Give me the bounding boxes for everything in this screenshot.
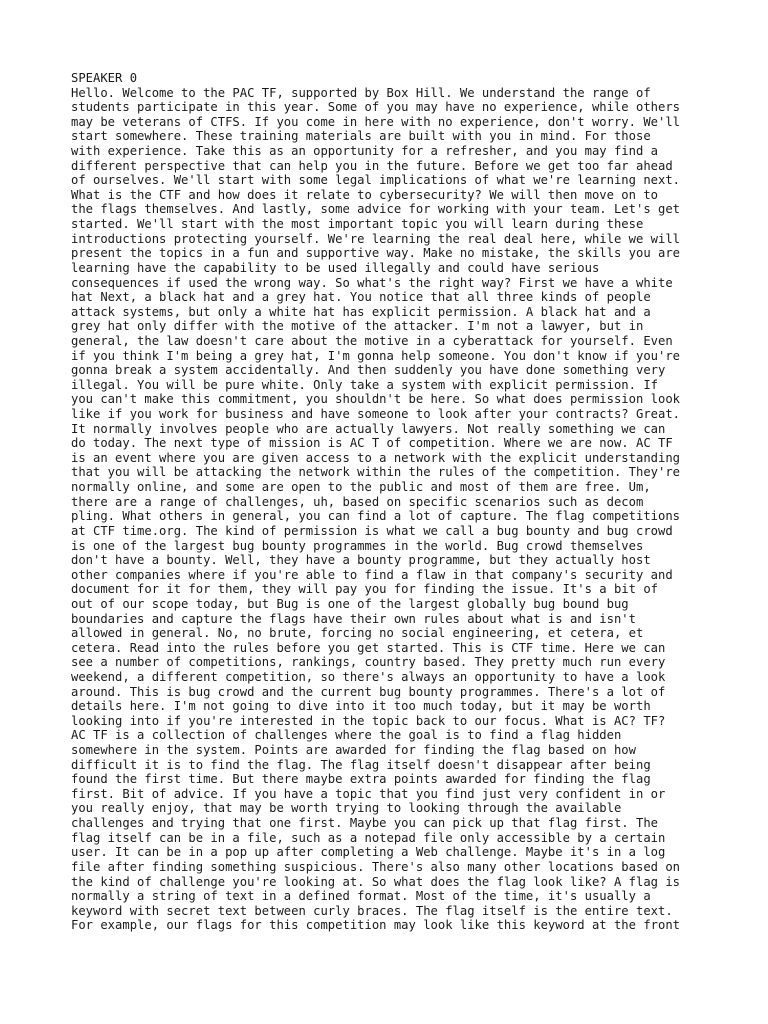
transcript-line: students participate in this year. Some of you may have no experience, while others — [71, 100, 681, 115]
transcript-line: Hello. Welcome to the PAC TF, supported by Box Hill. We understand the range of — [71, 85, 651, 100]
transcript-line: the kind of challenge you're looking at. So what does the flag look like? A flag is — [71, 874, 681, 889]
transcript-line: consequences if used the wrong way. So what's the right way? First we have a white — [71, 275, 673, 290]
transcript-line: challenges and trying that one first. Maybe you can pick up that flag first. The — [71, 816, 658, 831]
transcript-line: see a number of competitions, rankings, country based. They pretty much run every — [71, 655, 666, 670]
transcript-line: details here. I'm not going to dive into it too much today, but it may be worth — [71, 699, 651, 714]
transcript-line: you really enjoy, that may be worth trying to looking through the available — [71, 801, 622, 816]
transcript-line: allowed in general. No, no brute, forcing no social engineering, et cetera, et — [71, 626, 644, 641]
transcript-line: first. Bit of advice. If you have a topic that you find just very confident in or — [71, 786, 666, 801]
transcript-line: AC TF is a collection of challenges where the goal is to find a flag hidden — [71, 728, 622, 743]
transcript-line: the flags themselves. And lastly, some advice for working with your team. Let's get — [71, 202, 681, 217]
transcript-line: found the first time. But there maybe extra points awarded for finding the flag — [71, 772, 651, 787]
transcript-line: cetera. Read into the rules before you get started. This is CTF time. Here we can — [71, 640, 666, 655]
transcript-line: don't have a bounty. Well, they have a bounty programme, but they actually host — [71, 553, 651, 568]
transcript-line: around. This is bug crowd and the current bug bounty programmes. There's a lot of — [71, 684, 666, 699]
transcript-line: start somewhere. These training materials are built with you in mind. For those — [71, 129, 651, 144]
transcript-line: normally a string of text in a defined format. Most of the time, it's usually a — [71, 889, 651, 904]
transcript-line: It normally involves people who are actually lawyers. Not really something we can — [71, 421, 666, 436]
transcript-line: introductions protecting yourself. We're learning the real deal here, while we will — [71, 231, 681, 246]
speaker-label: SPEAKER 0 — [71, 71, 138, 85]
transcript-line: keyword with secret text between curly braces. The flag itself is the entire text. — [71, 903, 673, 918]
transcript-line: normally online, and some are open to the public and most of them are free. Um, — [71, 480, 651, 495]
transcript-line: like if you work for business and have someone to look after your contracts? Great. — [71, 407, 681, 422]
transcript-line: somewhere in the system. Points are awarded for finding the flag based on how — [71, 743, 636, 758]
transcript-line: at CTF time.org. The kind of permission is what we call a bug bounty and bug crowd — [71, 523, 673, 538]
transcript-page — [71, 71, 711, 933]
transcript-line: boundaries and capture the flags have their own rules about what is and isn't — [71, 611, 636, 626]
transcript-line: other companies where if you're able to find a flaw in that company's security and — [71, 567, 673, 582]
transcript-line: illegal. You will be pure white. Only take a system with explicit permission. If — [71, 377, 658, 392]
transcript-line: user. It can be in a pop up after completing a Web challenge. Maybe it's in a log — [71, 845, 666, 860]
transcript-line: you can't make this commitment, you shouldn't be here. So what does permission look — [71, 392, 681, 407]
transcript-line: hat Next, a black hat and a grey hat. You notice that all three kinds of people — [71, 290, 651, 305]
transcript-line: is one of the largest bug bounty programmes in the world. Bug crowd themselves — [71, 538, 644, 553]
transcript-line: document for it for them, they will pay you for finding the issue. It's a bit of — [71, 582, 658, 597]
transcript-line: of ourselves. We'll start with some legal implications of what we're learning next. — [71, 173, 681, 188]
transcript-line: grey hat only differ with the motive of the attacker. I'm not a lawyer, but in — [71, 319, 644, 334]
transcript-line: is an event where you are given access to a network with the explicit understanding — [71, 450, 681, 465]
transcript-line: with experience. Take this as an opportunity for a refresher, and you may find a — [71, 144, 658, 159]
transcript-line: flag itself can be in a file, such as a notepad file only accessible by a certain — [71, 830, 666, 845]
transcript-body — [71, 86, 711, 933]
transcript-line: learning have the capability to be used illegally and could have serious — [71, 260, 600, 275]
transcript-line: difficult it is to find the flag. The flag itself doesn't disappear after being — [71, 757, 651, 772]
transcript-line: if you think I'm being a grey hat, I'm gonna help someone. You don't know if you're — [71, 348, 681, 363]
transcript-line: started. We'll start with the most important topic you will learn during these — [71, 217, 644, 232]
transcript-line: may be veterans of CTFS. If you come in here with no experience, don't worry. We'll — [71, 114, 681, 129]
transcript-line: pling. What others in general, you can find a lot of capture. The flag competitions — [71, 509, 681, 524]
transcript-line: general, the law doesn't care about the motive in a cyberattack for yourself. Even — [71, 333, 673, 348]
transcript-line: do today. The next type of mission is AC T of competition. Where we are now. AC TF — [71, 436, 673, 451]
transcript-line: For example, our flags for this competition may look like this keyword at the front — [71, 918, 681, 933]
transcript-line: file after finding something suspicious. There's also many other locations based on — [71, 859, 681, 874]
transcript-line: weekend, a different competition, so there's always an opportunity to have a look — [71, 669, 666, 684]
transcript-line: attack systems, but only a white hat has explicit permission. A black hat and a — [71, 304, 651, 319]
transcript-line: gonna break a system accidentally. And then suddenly you have done something very — [71, 363, 666, 378]
transcript-line: What is the CTF and how does it relate to cybersecurity? We will then move on to — [71, 187, 658, 202]
transcript-line: out of our scope today, but Bug is one of the largest globally bug bound bug — [71, 596, 629, 611]
transcript-line: that you will be attacking the network within the rules of the competition. They're — [71, 465, 681, 480]
transcript-line: different perspective that can help you in the future. Before we get too far ahead — [71, 158, 673, 173]
transcript-line: there are a range of challenges, uh, based on specific scenarios such as decom — [71, 494, 644, 509]
transcript-line: looking into if you're interested in the topic back to our focus. What is AC? TF? — [71, 713, 666, 728]
transcript-line: present the topics in a fun and supportive way. Make no mistake, the skills you are — [71, 246, 681, 261]
